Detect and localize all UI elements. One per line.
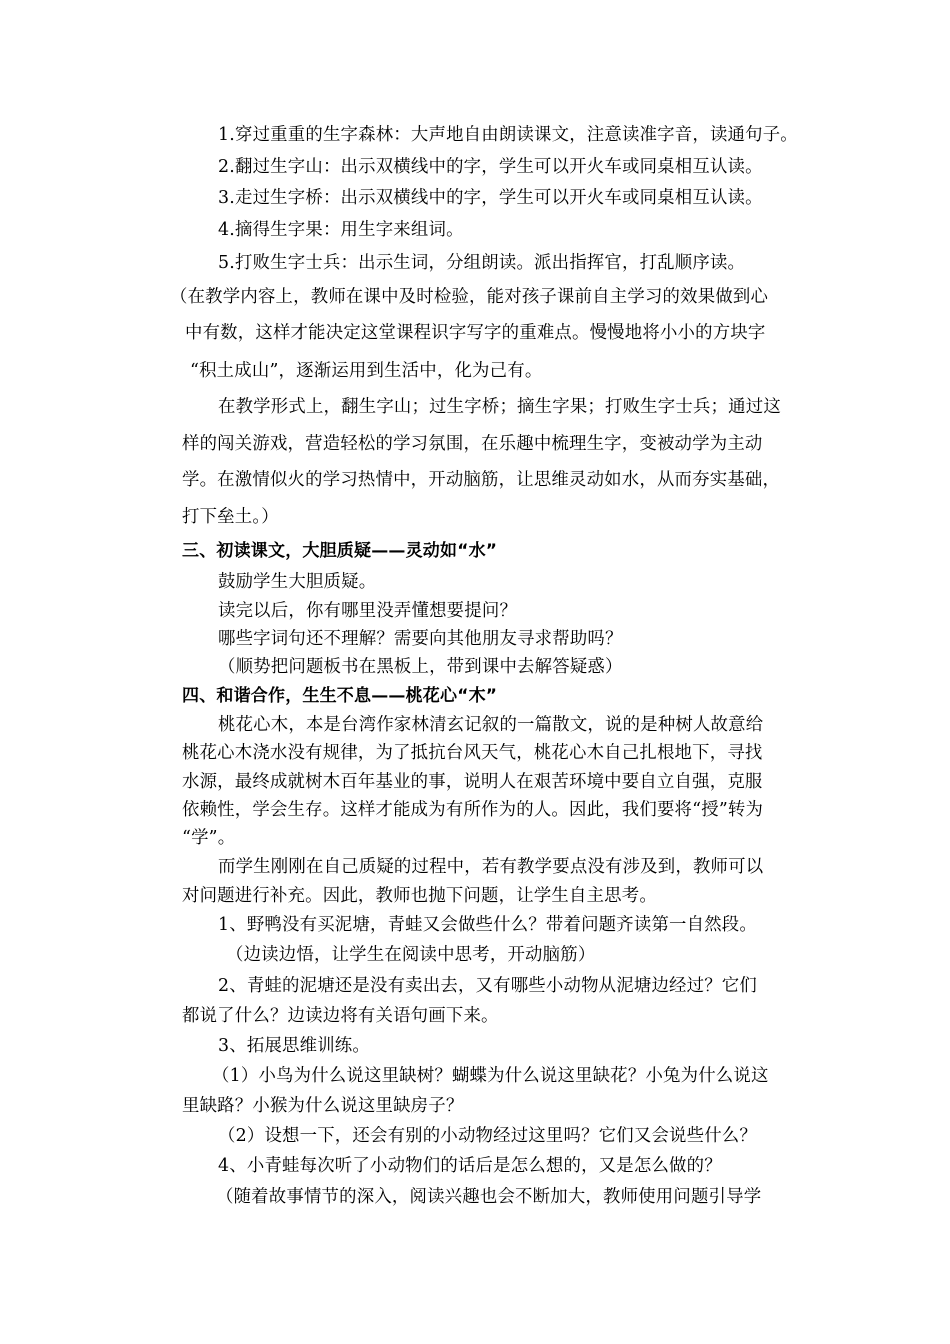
question-3-sub-1-line-1: （1）小鸟为什么说这里缺树？蝴蝶为什么说这里缺花？小兔为什么说这: [212, 1066, 769, 1086]
step-4-line: 4.摘得生字果：用生字来组词。: [218, 220, 464, 240]
step-5-line: 5.打败生字士兵：出示生词，分组朗读。派出指挥官，打乱顺序读。: [218, 253, 746, 273]
question-3-sub-2-line: （2）设想一下，还会有别的小动物经过这里吗？它们又会说些什么？: [218, 1126, 757, 1146]
section-4-para-1-line-5: “学”。: [182, 828, 236, 848]
question-4-line: 4、小青蛙每次听了小动物们的话后是怎么想的，又是怎么做的？: [218, 1156, 722, 1176]
question-3-line: 3、拓展思维训练。: [218, 1036, 370, 1056]
section-4-para-2-line-1: 而学生刚刚在自己质疑的过程中，若有教学要点没有涉及到，教师可以: [218, 857, 764, 877]
commentary-line-7: 打下垒土。）: [182, 507, 279, 527]
question-2-line-2: 都说了什么？边读边将有关语句画下来。: [182, 1006, 499, 1026]
section-4-para-1-line-1: 桃花心木，本是台湾作家林清玄记叙的一篇散文，说的是种树人故意给: [218, 715, 764, 735]
section-heading-4: 四、和谐合作，生生不息——桃花心“木”: [182, 686, 498, 706]
commentary-line-2: 中有数，这样才能决定这堂课程识字写字的重难点。慢慢地将小小的方块字: [185, 323, 766, 343]
commentary-line-6: 学。在激情似火的学习热情中，开动脑筋，让思维灵动如水，从而夯实基础，: [182, 470, 781, 490]
section-3-line-2: 读完以后，你有哪里没弄懂想要提问？: [218, 601, 518, 621]
section-3-line-4: （顺势把问题板书在黑板上，带到课中去解答疑惑）: [218, 657, 623, 677]
section-3-line-3: 哪些字词句还不理解？需要向其他朋友寻求帮助吗？: [218, 629, 623, 649]
commentary-line-1: （在教学内容上，教师在课中及时检验，能对孩子课前自主学习的效果做到心: [170, 287, 769, 307]
question-3-sub-1-line-2: 里缺路？小猴为什么说这里缺房子？: [182, 1096, 464, 1116]
question-1-note: （边读边悟，让学生在阅读中思考，开动脑筋）: [226, 945, 596, 965]
closing-note-line: （随着故事情节的深入，阅读兴趣也会不断加大，教师使用问题引导学: [216, 1187, 762, 1207]
section-3-line-1: 鼓励学生大胆质疑。: [218, 572, 377, 592]
step-1-line: 1.穿过重重的生字森林：大声地自由朗读课文，注意读准字音，读通句子。: [218, 125, 798, 145]
question-1-line: 1、野鸭没有买泥塘，青蛙又会做些什么？带着问题齐读第一自然段。: [218, 915, 757, 935]
section-4-para-1-line-4: 依赖性，学会生存。这样才能成为有所作为的人。因此，我们要将“授”转为: [182, 800, 764, 820]
section-4-para-1-line-3: 水源，最终成就树木百年基业的事，说明人在艰苦环境中要自立自强，克服: [182, 772, 763, 792]
section-heading-3: 三、初读课文，大胆质疑——灵动如“水”: [182, 541, 498, 561]
step-2-line: 2.翻过生字山：出示双横线中的字，学生可以开火车或同桌相互认读。: [218, 157, 763, 177]
commentary-line-5: 样的闯关游戏，营造轻松的学习氛围，在乐趣中梳理生字，变被动学为主动: [182, 434, 763, 454]
commentary-line-4: 在教学形式上，翻生字山；过生字桥；摘生字果；打败生字士兵；通过这: [218, 397, 781, 417]
commentary-line-3: “积土成山”，逐渐运用到生活中，化为己有。: [190, 361, 543, 381]
question-2-line-1: 2、青蛙的泥塘还是没有卖出去，又有哪些小动物从泥塘边经过？它们: [218, 976, 757, 996]
step-3-line: 3.走过生字桥：出示双横线中的字，学生可以开火车或同桌相互认读。: [218, 188, 763, 208]
section-4-para-2-line-2: 对问题进行补充。因此，教师也抛下问题，让学生自主思考。: [182, 886, 657, 906]
section-4-para-1-line-2: 桃花心木浇水没有规律，为了抵抗台风天气，桃花心木自己扎根地下，寻找: [182, 743, 763, 763]
